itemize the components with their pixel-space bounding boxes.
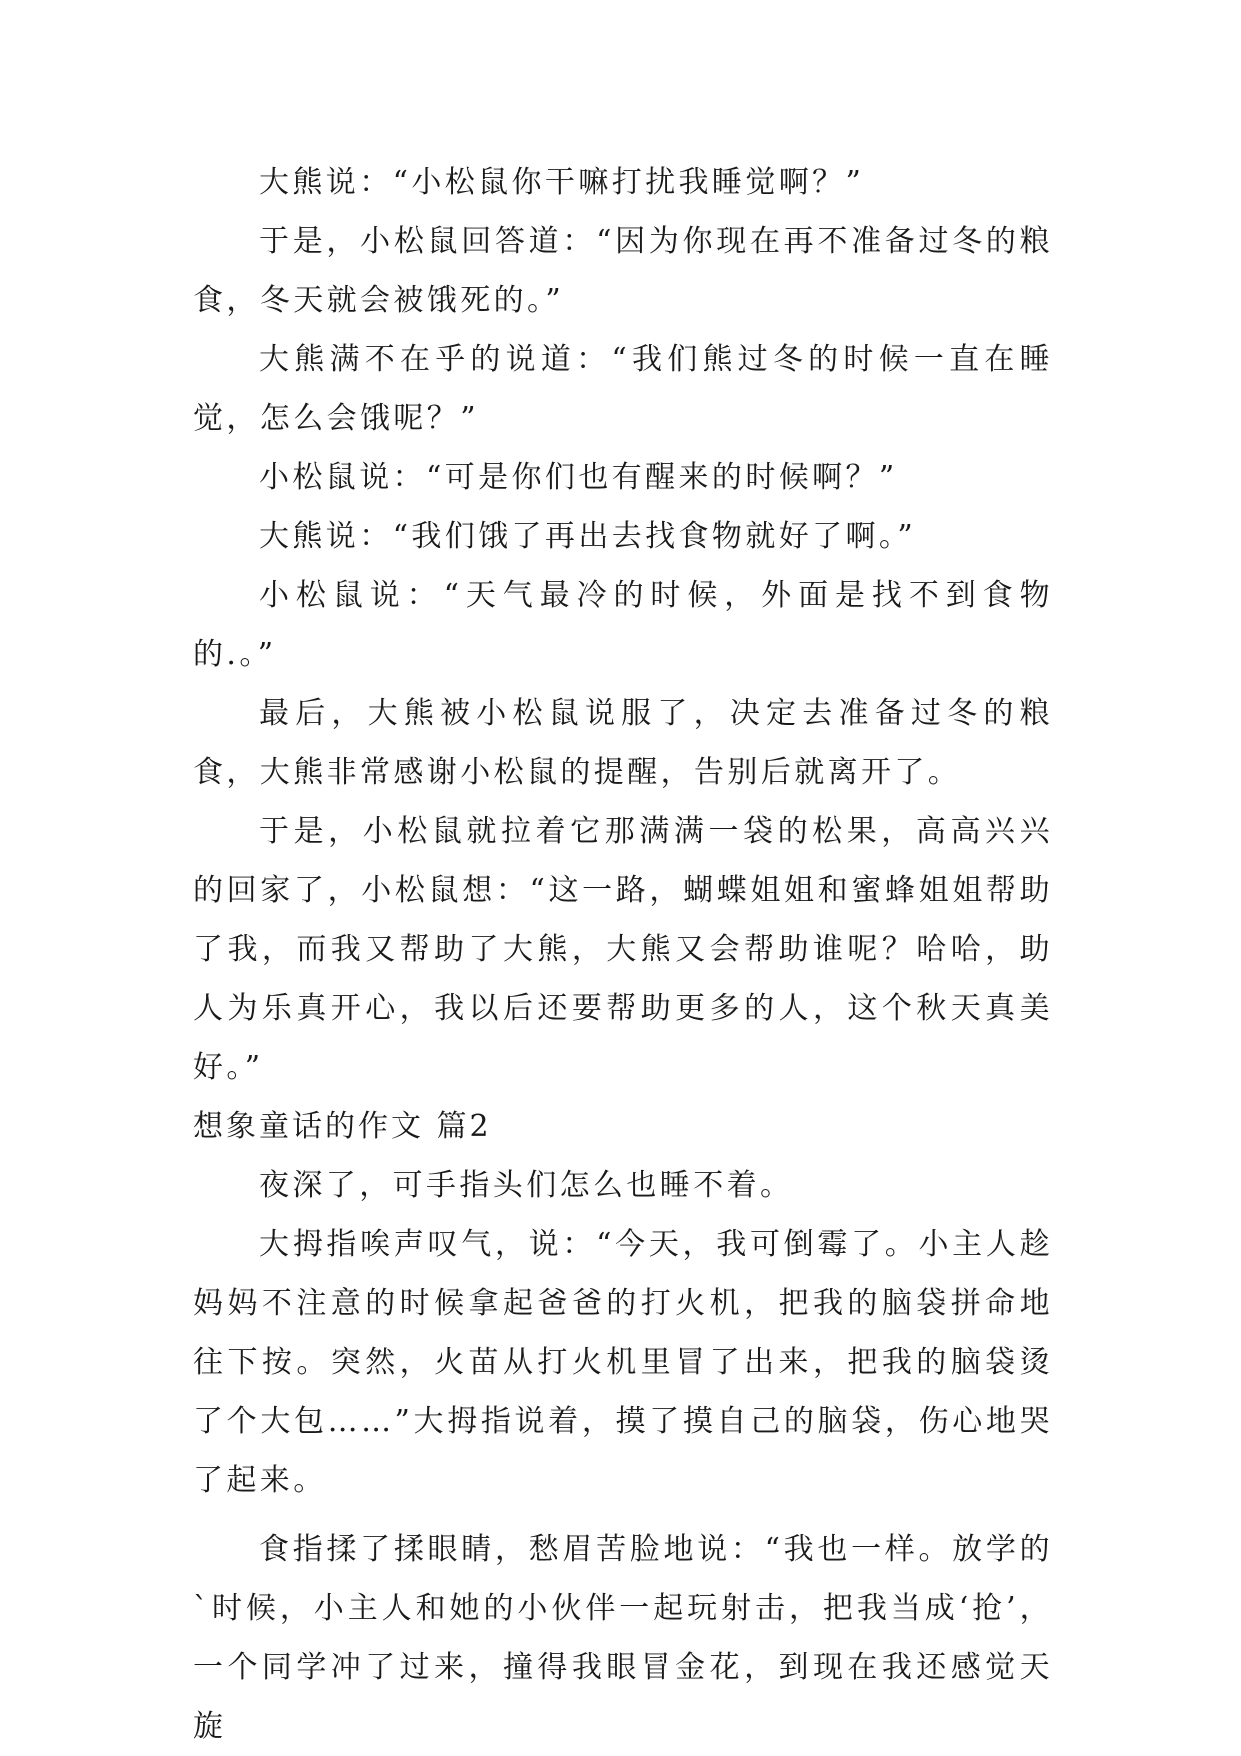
paragraph: 夜深了，可手指头们怎么也睡不着。 [259, 1168, 794, 1203]
paragraph: 大熊满不在乎的说道：“我们熊过冬的时候一直在睡觉，怎么会饿呢？” [193, 342, 1053, 436]
paragraph: 小松鼠说：“可是你们也有醒来的时候啊？” [259, 460, 898, 495]
article-body [193, 153, 1053, 1756]
paragraph: 大熊说：“小松鼠你干嘛打扰我睡觉啊？” [259, 165, 865, 200]
paragraph: 最后，大熊被小松鼠说服了，决定去准备过冬的粮食，大熊非常感谢小松鼠的提醒，告别后就离开了。 [193, 696, 1053, 790]
paragraph: 于是，小松鼠回答道：“因为你现在再不准备过冬的粮食，冬天就会被饿死的。” [193, 224, 1053, 318]
paragraph: 小松鼠说：“天气最冷的时候，外面是找不到食物的.。” [193, 578, 1053, 672]
paragraph: 大拇指唉声叹气，说：“今天，我可倒霉了。小主人趁妈妈不注意的时候拿起爸爸的打火机，把我的脑袋拼命地往下按。突然，火苗从打火机里冒了出来，把我的脑袋烫了个大包……”大拇指说着，摸了摸自己的脑袋，伤心地哭了起来。 [193, 1227, 1053, 1498]
section-heading: 想象童话的作文 篇2 [193, 1109, 492, 1144]
paragraph: 于是，小松鼠就拉着它那满满一袋的松果，高高兴兴的回家了，小松鼠想：“这一路，蝴蝶姐姐和蜜蜂姐姐帮助了我，而我又帮助了大熊，大熊又会帮助谁呢？哈哈，助人为乐真开心，我以后还要帮助更多的人，这个秋天真美好。” [193, 814, 1053, 1085]
paragraph: 食指揉了揉眼睛，愁眉苦脸地说：“我也一样。放学的`时候，小主人和她的小伙伴一起玩射击，把我当成‘抢’，一个同学冲了过来，撞得我眼冒金花，到现在我还感觉天旋 [193, 1532, 1053, 1744]
paragraph: 大熊说：“我们饿了再出去找食物就好了啊。” [259, 519, 917, 554]
